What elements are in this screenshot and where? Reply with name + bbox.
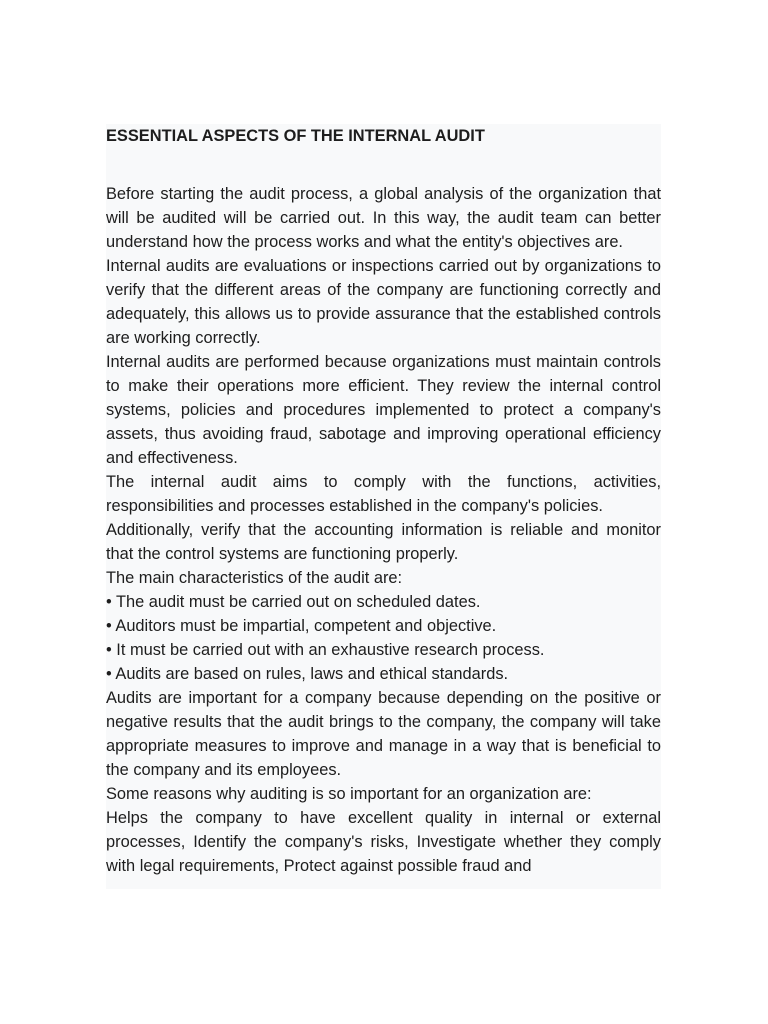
paragraph-characteristics-intro: The main characteristics of the audit are: [106, 569, 403, 587]
paragraph-verification: Additionally, verify that the accounting information is reliable and monitor that the control systems are functioning properly. [106, 521, 661, 563]
document-heading: ESSENTIAL ASPECTS OF THE INTERNAL AUDIT [106, 127, 485, 145]
document-text-block [106, 124, 661, 889]
paragraph-aims: The internal audit aims to comply with the functions, activities, responsibilities and processes established in the company's policies. [106, 473, 661, 515]
paragraph-definition: Internal audits are evaluations or inspections carried out by organizations to verify that the different areas of the company are functioning correctly and adequately, this allows us to provide assurance that the established controls are working correctly. [106, 257, 661, 347]
paragraph-reasons: Helps the company to have excellent quality in internal or external processes, Identify the company's risks, Investigate whether they comply with legal requirements, Protect against possible fraud and [106, 809, 661, 875]
list-item: • Audits are based on rules, laws and ethical standards. [106, 665, 509, 683]
paragraph-importance: Audits are important for a company because depending on the positive or negative results that the audit brings to the company, the company will take appropriate measures to improve and manage in a way that is beneficial to the company and its employees. [106, 689, 661, 779]
heading-spacer [106, 148, 661, 182]
list-item: • The audit must be carried out on scheduled dates. [106, 593, 481, 611]
paragraph-intro: Before starting the audit process, a global analysis of the organization that will be audited will be carried out. In this way, the audit team can better understand how the process works and what the entity's objectives are. [106, 185, 661, 251]
list-item: • It must be carried out with an exhaustive research process. [106, 641, 545, 659]
paragraph-purpose: Internal audits are performed because organizations must maintain controls to make their operations more efficient. They review the internal control systems, policies and procedures implemented to protect a company's assets, thus avoiding fraud, sabotage and improving operational efficiency and effectiveness. [106, 353, 661, 467]
paragraph-reasons-intro: Some reasons why auditing is so important for an organization are: [106, 785, 592, 803]
list-item: • Auditors must be impartial, competent and objective. [106, 617, 497, 635]
